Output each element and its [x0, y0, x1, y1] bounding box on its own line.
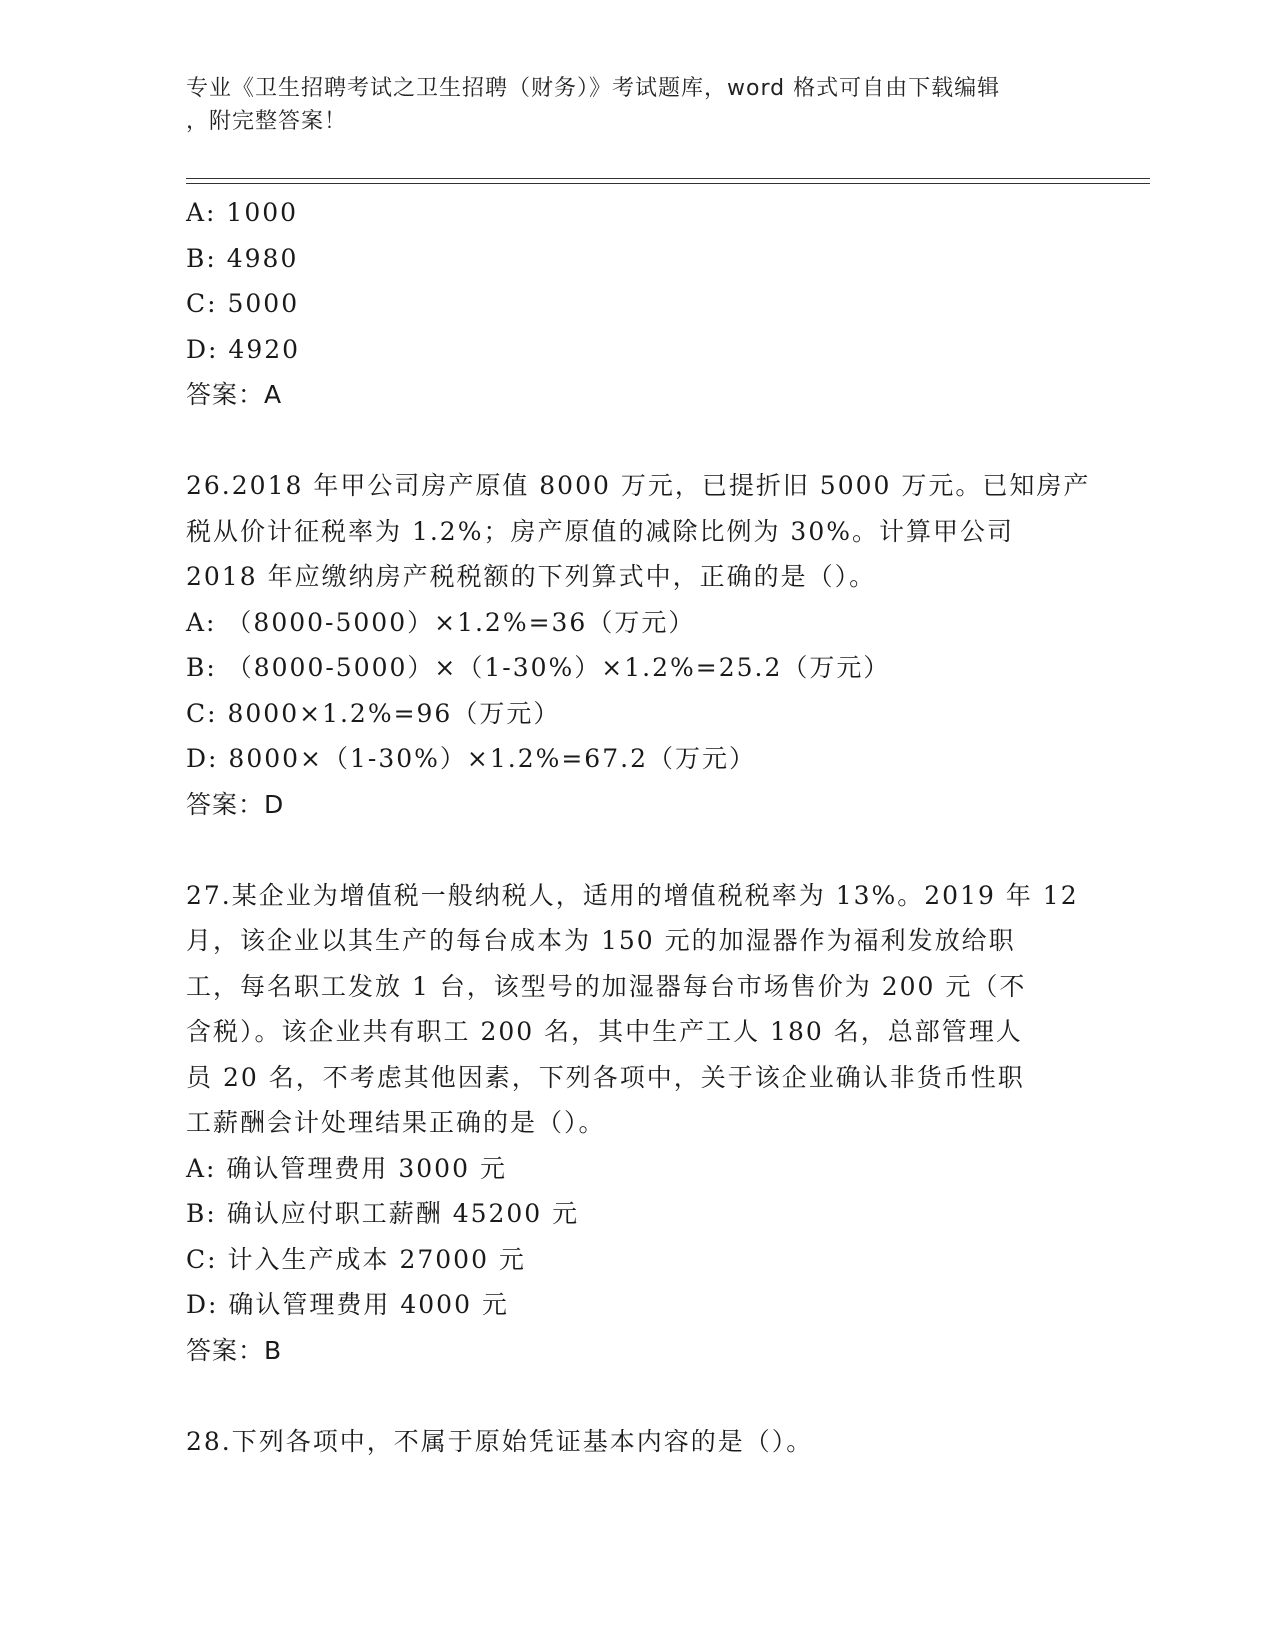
option-a: A: 1000	[186, 198, 299, 227]
question-stem-line: 26.2018 年甲公司房产原值 8000 万元，已提折旧 5000 万元。已知房产	[186, 471, 1091, 500]
question-stem-line: 工薪酬会计处理结果正确的是（）。	[186, 1108, 606, 1137]
question-28	[186, 1419, 1086, 1465]
option-d: D: 确认管理费用 4000 元	[186, 1290, 509, 1319]
header-line-2: ，附完整答案！	[186, 109, 348, 134]
question-stem-line: 月，该企业以其生产的每台成本为 150 元的加湿器作为福利发放给职	[186, 926, 1016, 955]
option-d: D: 8000×（1-30%）×1.2%=67.2（万元）	[186, 744, 756, 773]
option-b: B: 4980	[186, 243, 299, 273]
header-rule-top	[186, 178, 1150, 179]
question-stem-line: 员 20 名，不考虑其他因素，下列各项中，关于该企业确认非货币性职	[186, 1062, 1025, 1092]
question-stem-line: 工，每名职工发放 1 台，该型号的加湿器每台市场售价为 200 元（不	[186, 971, 1027, 1001]
answer: 答案：A	[186, 380, 283, 409]
page-header	[186, 72, 1086, 138]
question-stem-line: 28.下列各项中，不属于原始凭证基本内容的是（）。	[186, 1426, 814, 1456]
question-stem-line: 2018 年应缴纳房产税税额的下列算式中，正确的是（）。	[186, 562, 877, 591]
spacer	[186, 827, 1086, 873]
header-rule-bottom	[186, 183, 1150, 184]
option-c: C: 8000×1.2%=96（万元）	[186, 698, 561, 728]
option-b: B: 确认应付职工薪酬 45200 元	[186, 1199, 580, 1228]
answer: 答案：D	[186, 789, 285, 819]
option-b: B: （8000-5000）×（1-30%）×1.2%=25.2（万元）	[186, 653, 891, 682]
header-line-1: 专业《卫生招聘考试之卫生招聘（财务）》考试题库，word 格式可自由下载编辑	[186, 76, 1001, 101]
question-25	[186, 190, 1086, 418]
question-stem-line: 含税）。该企业共有职工 200 名，其中生产工人 180 名，总部管理人	[186, 1017, 1023, 1046]
option-a: A: （8000-5000）×1.2%=36（万元）	[186, 607, 696, 637]
question-stem-line: 税从价计征税率为 1.2%；房产原值的减除比例为 30%。计算甲公司	[186, 516, 1014, 546]
option-c: C: 计入生产成本 27000 元	[186, 1244, 526, 1274]
question-27	[186, 873, 1086, 1374]
spacer	[186, 418, 1086, 464]
question-26	[186, 463, 1091, 827]
question-stem-line: 27.某企业为增值税一般纳税人，适用的增值税税率为 13%。2019 年 12	[186, 880, 1079, 910]
answer: 答案：B	[186, 1335, 283, 1365]
spacer	[186, 1373, 1086, 1419]
option-d: D: 4920	[186, 334, 301, 364]
question-content	[186, 190, 1091, 1464]
option-c: C: 5000	[186, 289, 300, 318]
option-a: A: 确认管理费用 3000 元	[186, 1153, 507, 1183]
